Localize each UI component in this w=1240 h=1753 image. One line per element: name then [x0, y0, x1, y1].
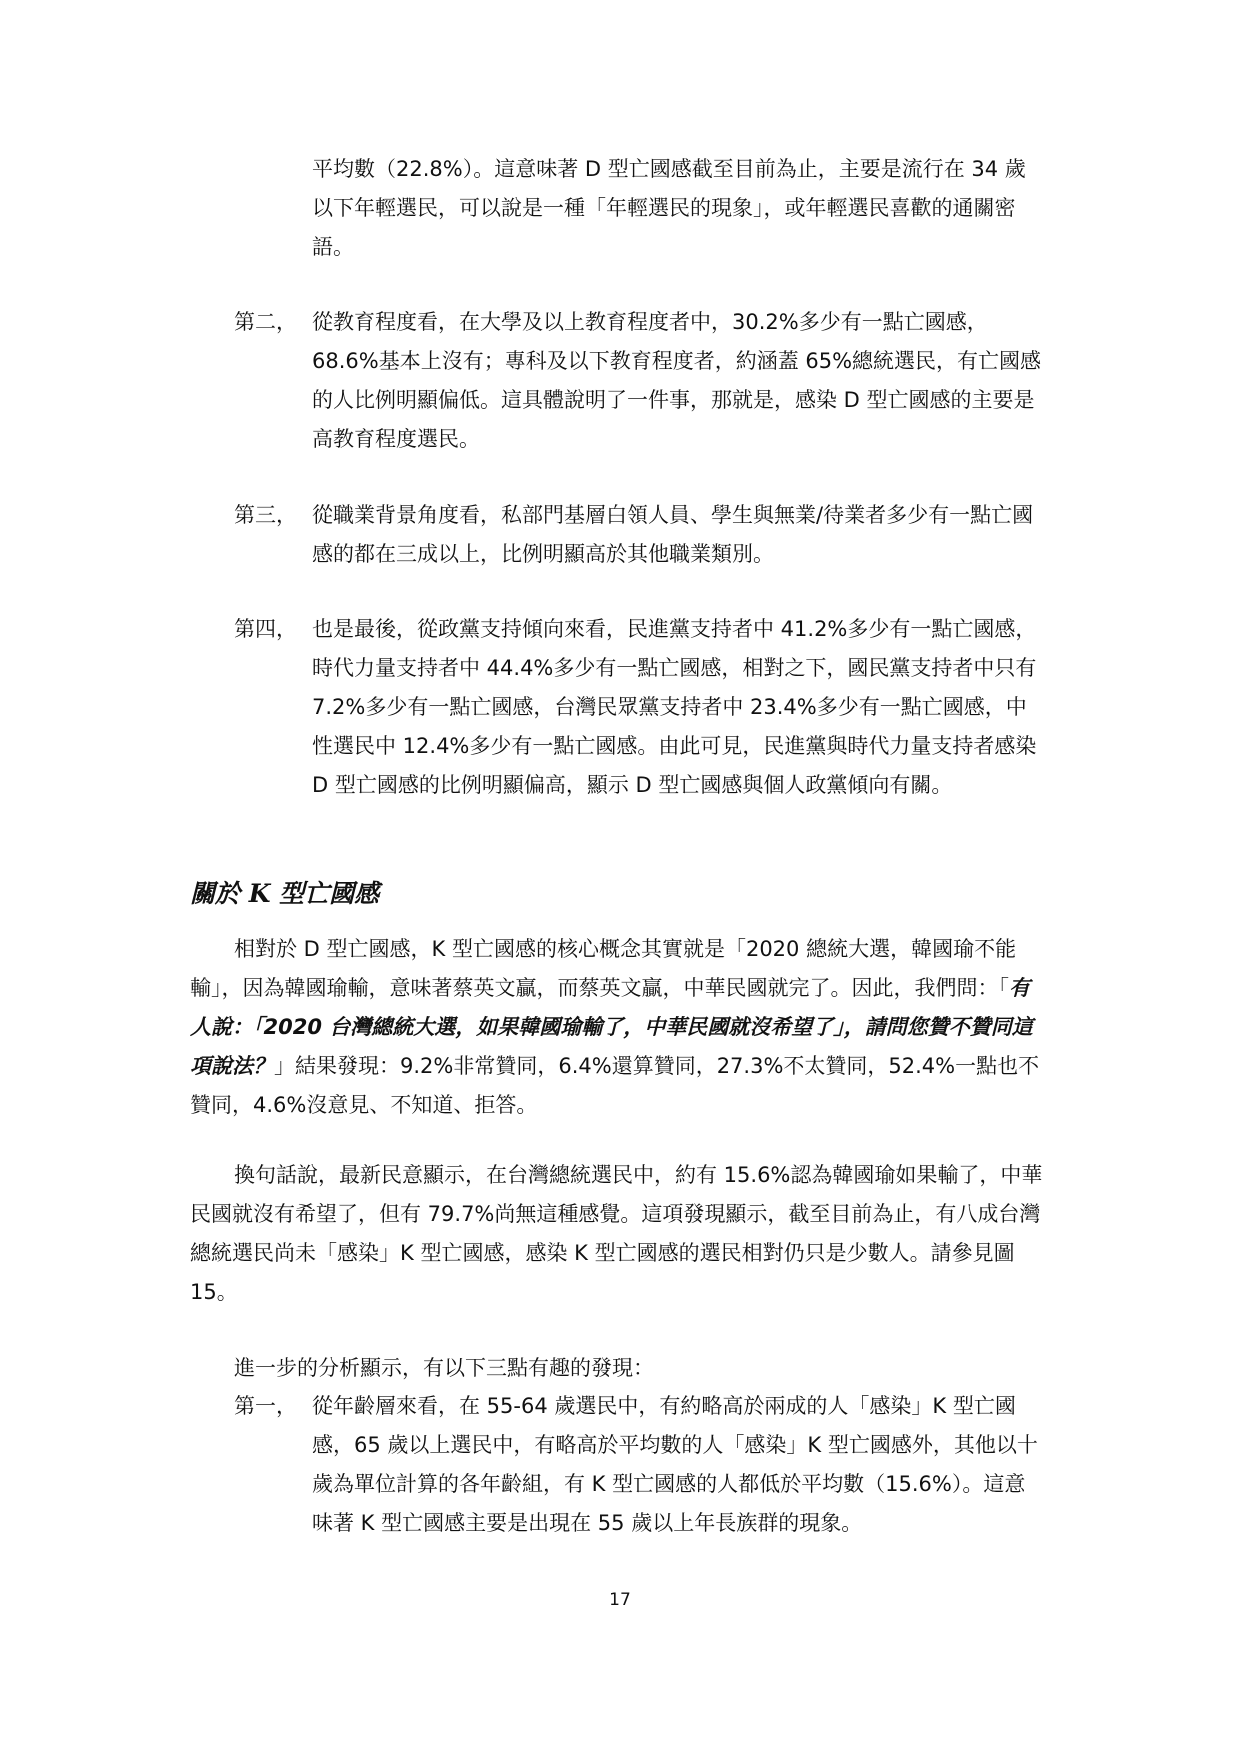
d-finding-item: [234, 496, 1046, 574]
d-finding-label: 第二，: [234, 310, 297, 334]
page-number: 17: [609, 1590, 631, 1610]
d-finding-item: [234, 610, 1046, 805]
section-heading: 關於 K 型亡國感: [190, 879, 380, 908]
continuation-text: 平均數（22.8%）。這意味著 D 型亡國感截至目前為止，主要是流行在 34 歲以下年輕選民，可以說是一種「年輕選民的現象」，或年輕選民喜歡的通關密語。: [312, 157, 1026, 259]
k-intro: 進一步的分析顯示，有以下三點有趣的發現：: [234, 1356, 654, 1380]
d-finding-text: 從教育程度看，在大學及以上教育程度者中，30.2%多少有一點亡國感，68.6%基本上沒有；專科及以下教育程度者，約涵蓋 65%總統選民，有亡國感的人比例明顯偏低。這具體說明了一件事，那就是，感染 D 型亡國感的主要是高教育程度選民。: [312, 310, 1042, 451]
d-finding-text: 也是最後，從政黨支持傾向來看，民進黨支持者中 41.2%多少有一點亡國感，時代力量支持者中 44.4%多少有一點亡國感，相對之下，國民黨支持者中只有 7.2%多少有一點亡國感，台灣民眾黨支持者中 23.4%多少有一點亡國感，中性選民中 12.4%多少有一點亡國感。由此可見，民進黨與時代力量支持者感染 D 型亡國感的比例明顯偏高，顯示 D 型亡國感與個人政黨傾向有關。: [312, 617, 1037, 797]
d-finding-text: 從職業背景角度看，私部門基層白領人員、學生與無業/待業者多少有一點亡國感的都在三成以上，比例明顯高於其他職業類別。: [312, 503, 1034, 566]
d-finding-item: [234, 303, 1046, 459]
d-finding-label: 第三，: [234, 503, 297, 527]
k-finding-label: 第一，: [234, 1394, 297, 1418]
d-finding-label: 第四，: [234, 617, 297, 641]
k-paragraph-summary: 換句話說，最新民意顯示，在台灣總統選民中，約有 15.6%認為韓國瑜如果輸了，中華民國就沒有希望了，但有 79.7%尚無這種感覺。這項發現顯示，截至目前為止，有八成台灣總統選民尚未「感染」K 型亡國感，感染 K 型亡國感的選民相對仍只是少數人。請參見圖 15。: [190, 1163, 1043, 1304]
continuation-paragraph: [312, 150, 1046, 267]
k-finding-item: [234, 1387, 1046, 1543]
k-paragraph-survey: [190, 930, 1046, 1125]
k-finding-text: 從年齡層來看，在 55-64 歲選民中，有約略高於兩成的人「感染」K 型亡國感，65 歲以上選民中，有略高於平均數的人「感染」K 型亡國感外，其他以十歲為單位計算的各年齡組，有 K 型亡國感的人都低於平均數（15.6%）。這意味著 K 型亡國感主要是出現在 55 歲以上年長族群的現象。: [312, 1394, 1038, 1535]
k-paragraph-after: 」結果發現：9.2%非常贊同，6.4%還算贊同，27.3%不太贊同，52.4%一點也不贊同，4.6%沒意見、不知道、拒答。: [190, 1054, 1040, 1117]
k-paragraph-before: 相對於 D 型亡國感，K 型亡國感的核心概念其實就是「2020 總統大選，韓國瑜不能輸」，因為韓國瑜輸，意味著蔡英文贏，而蔡英文贏，中華民國就完了。因此，我們問：「: [190, 937, 1017, 1000]
survey-question: 有人說：「2020 台灣總統大選，如果韓國瑜輸了，中華民國就沒希望了」，請問您贊不贊同這項說法？: [190, 976, 1033, 1078]
